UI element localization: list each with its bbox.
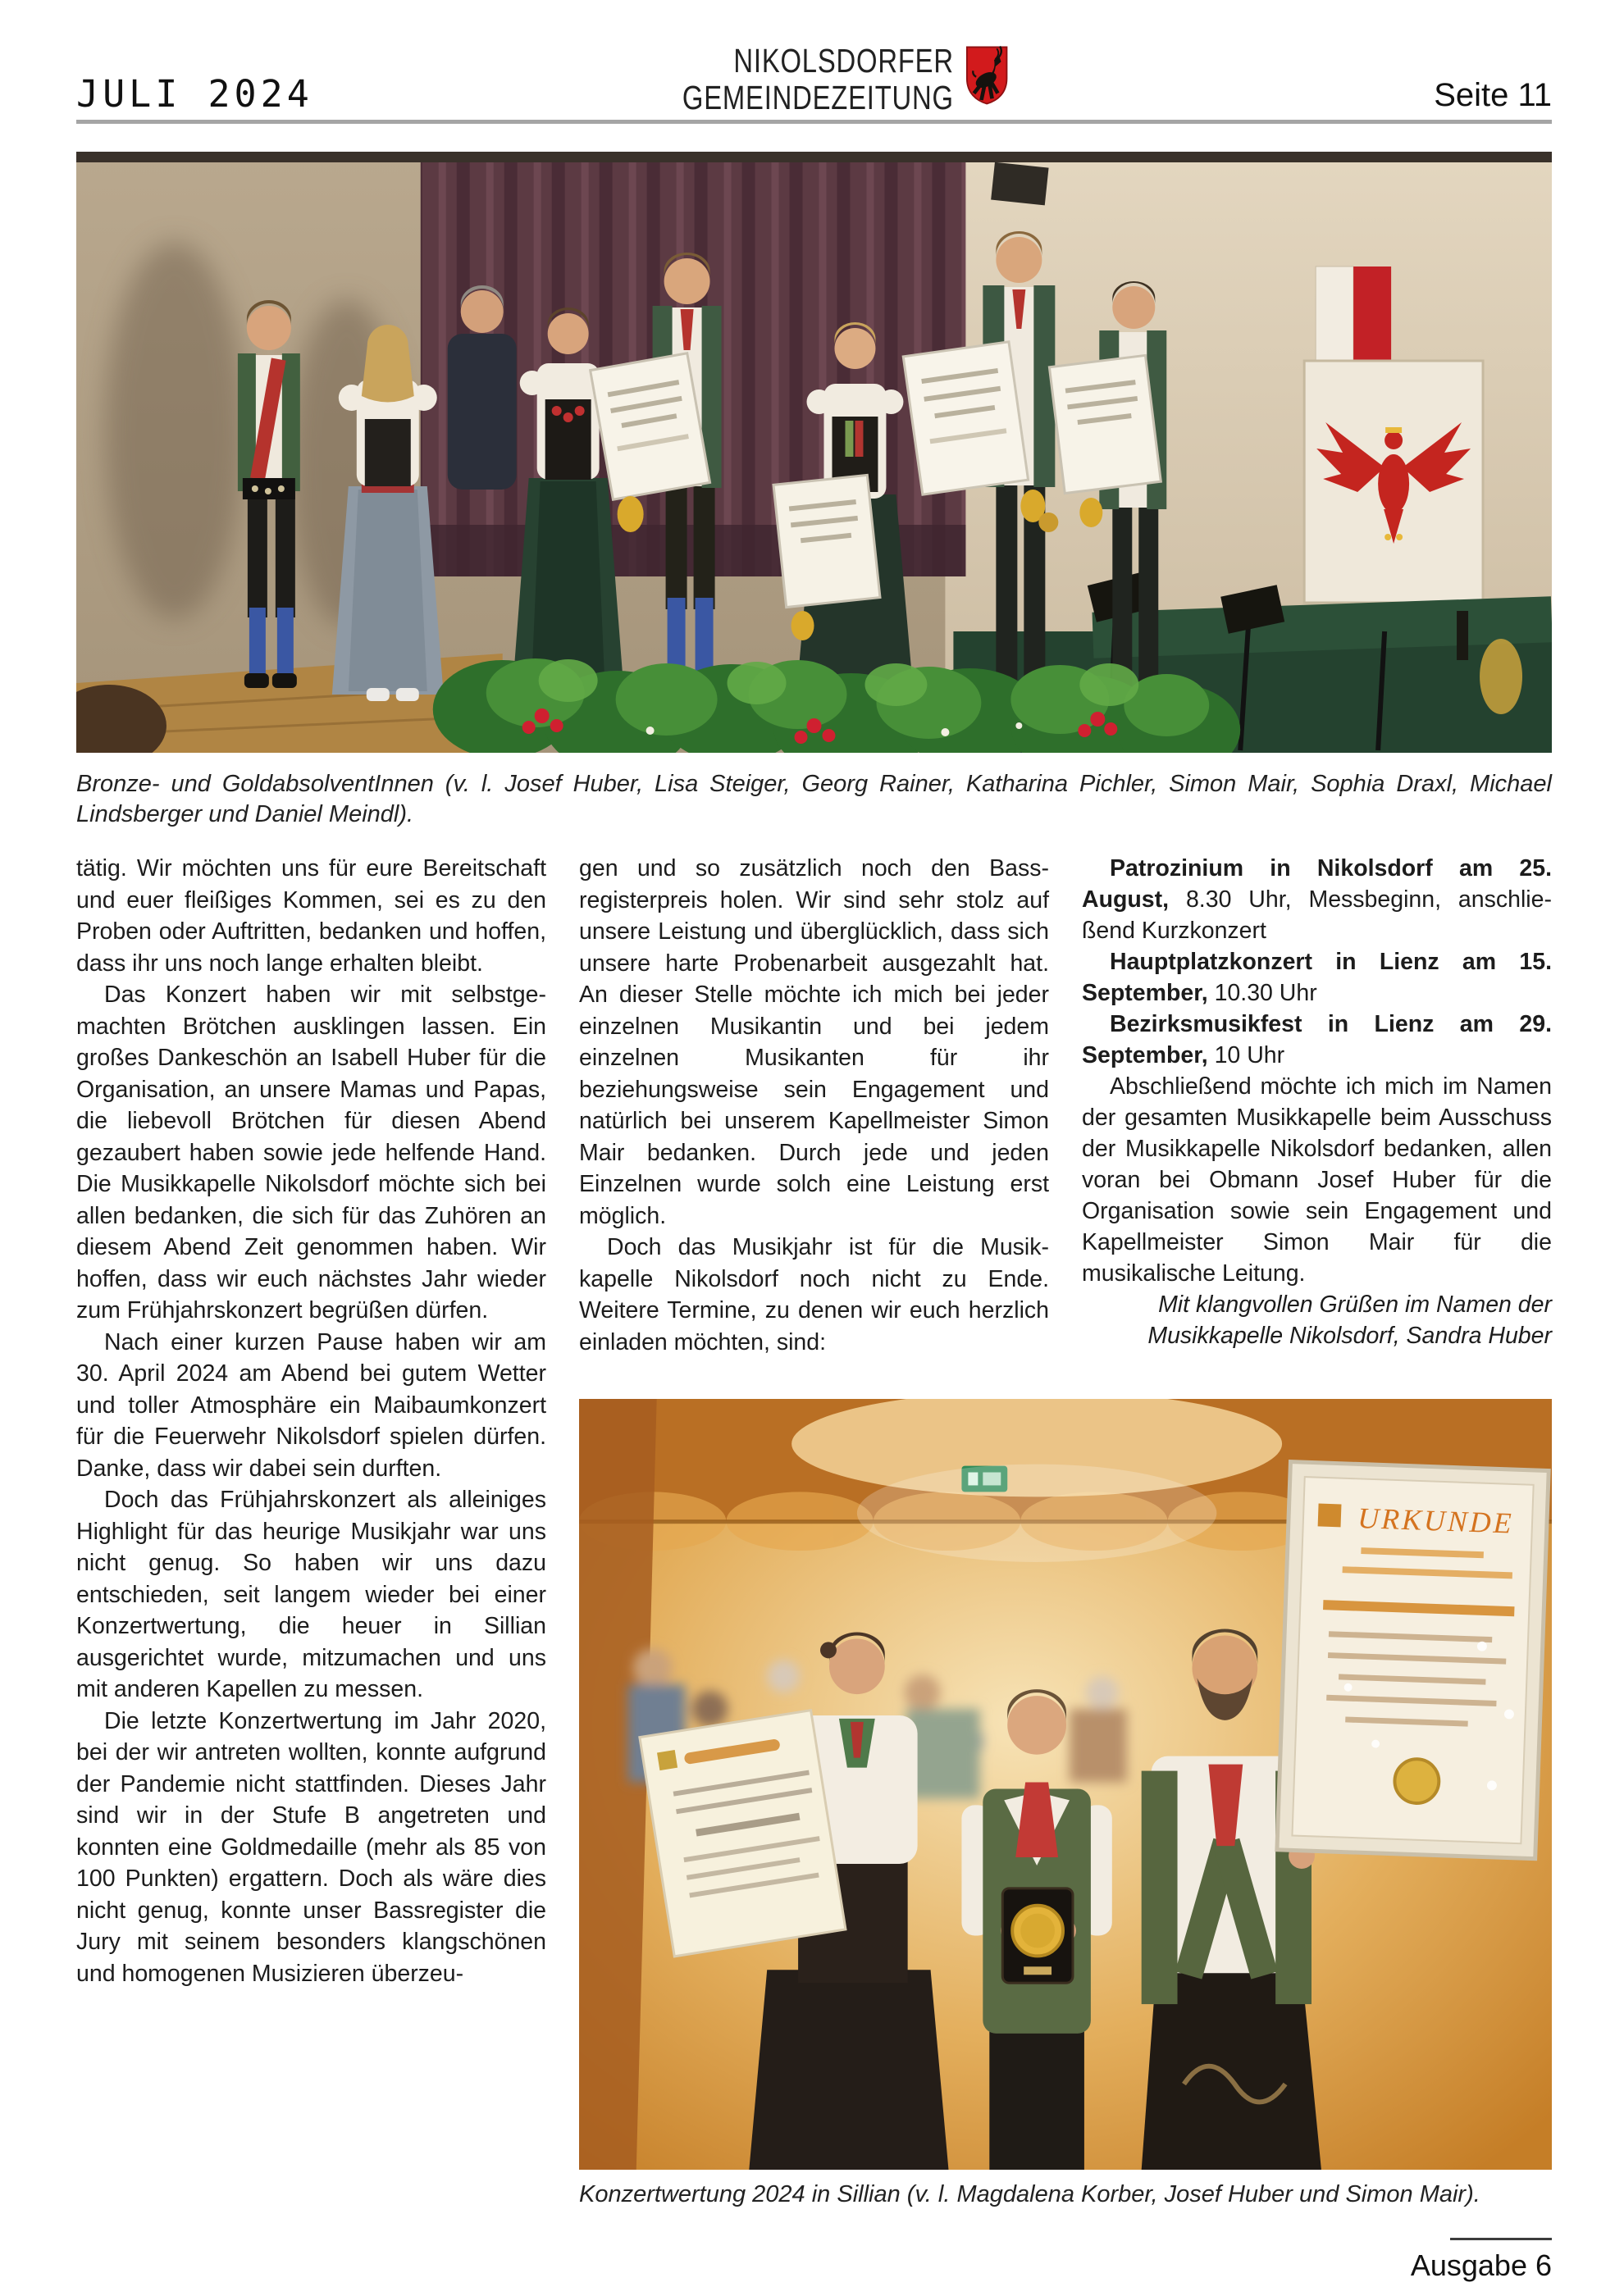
paragraph: Doch das Musikjahr ist für die Musikkapelle Nikolsdorf noch nicht zu Ende. Weitere Termine, zu denen wir euch herzlich einladen möchten, sind: [579, 1234, 1049, 1355]
masthead-line1: NIKOLSDORFER [733, 42, 954, 80]
masthead-line2: GEMEINDEZEITUNG [682, 79, 954, 116]
brass-instrument [1480, 639, 1522, 714]
paragraph: Bezirksmusikfest in Lienz am 29. September, 10 Uhr [1082, 1011, 1552, 1068]
paragraph: Mit klangvollen Grüßen im Namen der Musikkapelle Nikolsdorf, Sandra Huber [1147, 1292, 1552, 1349]
article-column-2 [579, 853, 1049, 1358]
gold-medal-plaque [1002, 1888, 1073, 1983]
event-name-bold: Hauptplatzkonzert in Lienz am 15. September, [1082, 949, 1552, 1006]
certificate [640, 1711, 846, 1957]
article-column-3 [1082, 853, 1552, 1351]
paragraph: Abschließend möchte ich mich im Namen der gesamten Musikkapelle beim Ausschuss der Musikkapelle Nikolsdorf bedanken, allen voran bei Obmann Josef Huber für die Organisation sowie sein Engagement und Kapellmeister Simon Mair für die musikalische Leitung. [1082, 1073, 1552, 1287]
photo-1-caption: Bronze- und GoldabsolventInnen (v. l. Josef Huber, Lisa Steiger, Georg Rainer, Katharina Pichler, Simon Mair, Sophia Draxl, Michael Lindsberger und Daniel Meindl). [76, 771, 1552, 827]
photo-konzertwertung-illustration [579, 1399, 1552, 2170]
certificate [591, 353, 710, 499]
paragraph: Doch das Frühjahrskonzert als alleiniges Highlight für das heurige Musikjahr war uns nicht genug. So haben wir uns dazu entschieden, seit langem wieder bei einer Konzertwertung, die heuer in Sillian ausgerichtet wurde, mitzumachen und uns mit anderen Kapellen zu messen. [76, 1487, 546, 1702]
issue-label: Ausgabe 6 [1410, 2248, 1552, 2282]
photo-2-caption: Konzertwertung 2024 in Sillian (v. l. Magdalena Korber, Josef Huber und Simon Mair). [579, 2181, 1480, 2207]
photo-award-group [76, 152, 1552, 753]
stage-spotlight [991, 162, 1048, 206]
paragraph: tätig. Wir möchten uns für eure Bereitschaft und euer fleißiges Kommen, sei es zu den Proben oder Auftritten, bedanken und hoffen, dass ihr uns noch lange erhalten bleibt. [76, 855, 546, 977]
certificate [1049, 355, 1161, 493]
event-name-bold: Bezirksmusikfest in Lienz am 29. September, [1082, 1011, 1552, 1068]
issue-date: JULI 2024 [76, 72, 313, 116]
masthead [614, 43, 1010, 116]
nikolsdorf-coat-of-arms-icon [964, 43, 1010, 107]
photo-award-group-illustration [76, 152, 1552, 753]
certificate [773, 475, 880, 607]
article-column-1 [76, 853, 546, 1989]
certificate-heading: URKUNDE [1357, 1501, 1515, 1540]
gold-seal [1394, 1758, 1440, 1804]
paragraph: Hauptplatzkonzert in Lienz am 15. September, 10.30 Uhr [1082, 949, 1552, 1006]
header-rule [76, 120, 1552, 124]
medal [1038, 512, 1058, 532]
certificate [903, 342, 1028, 494]
masthead-title [682, 43, 954, 116]
paragraph: Das Konzert haben wir mit selbstgemachten Brötchen ausklingen lassen. Ein großes Dankeschön an Isabell Huber für die Organisation, an unsere Mamas und Papas, die liebevoll Brötchen für diesen Abend gezaubert haben sowie jede helfende Hand. Die Musikkapelle Nikolsdorf möchte sich bei allen bedanken, die sich für das Zuhören an diesem Abend Zeit genommen haben. Wir hoffen, dass wir euch nächstes Jahr wieder zum Frühjahrskonzert begrüßen dürfen. [76, 982, 546, 1323]
gift-bag [1079, 498, 1102, 527]
paragraph: Patrozinium in Nikolsdorf am 25. August, 8.30 Uhr, Messbeginn, anschließend Kurzkonzert [1082, 855, 1552, 944]
paragraph: Nach einer kurzen Pause haben wir am 30. April 2024 am Abend bei gutem Wetter und toller Atmosphäre ein Maibaumkonzert für die Feuerwehr Nikolsdorf spielen dürfen. Danke, dass wir dabei sein durften. [76, 1328, 546, 1482]
page-number-label: Seite 11 [1434, 77, 1552, 113]
gift-bag [618, 496, 644, 532]
paragraph: Die letzte Konzertwertung im Jahr 2020, bei der wir antreten wollten, konnte aufgrund der Pandemie nicht stattfinden. Dieses Jahr sind wir in der Stufe B angetreten und konnten eine Goldmedaille (mehr als 85 von 100 Punkten) ergattern. Doch als wäre dies nicht genug, konnte unser Bassregister die Jury mit seinem besonders klangschönen und homogenen Musizieren überzeu- [76, 1707, 546, 1987]
event-name-bold: Patrozinium in Nikolsdorf am 25. August, [1082, 855, 1552, 913]
footer-rule [1450, 2238, 1552, 2240]
framed-certificate [1277, 1462, 1549, 1859]
photo-konzertwertung [579, 1399, 1552, 2170]
tyrol-eagle-flag [1304, 361, 1483, 603]
gift-bag [791, 611, 814, 640]
paragraph: gen und so zusätzlich noch den Bassregisterpreis holen. Wir sind sehr stolz auf unsere Leistung und überglücklich, dass sich unsere harte Probenarbeit ausgezahlt hat. An dieser Stelle möchte ich mich bei jeder einzelnen Musikantin und bei jedem einzelnen Musikanten für ihr beziehungsweise sein Engagement und natürlich bei unserem Kapellmeister Simon Mair bedanken. Durch jede und jeden Einzelnen wurde solch eine Leistung erst möglich. [579, 855, 1049, 1229]
